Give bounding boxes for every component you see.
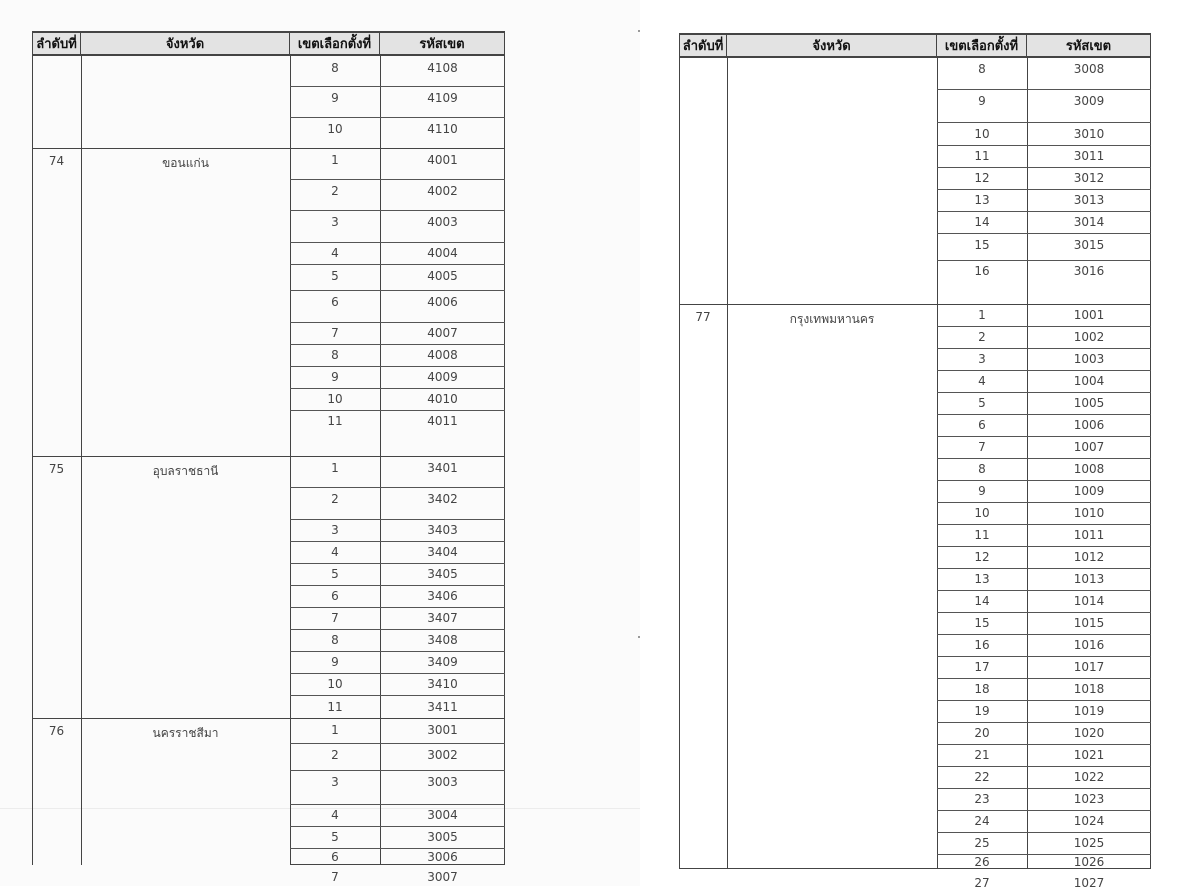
- order-number: 77: [695, 310, 711, 324]
- district-number: 10: [327, 122, 343, 136]
- scan-speck: [638, 636, 640, 638]
- district-code: 4001: [427, 153, 458, 167]
- district-number: 3: [978, 352, 986, 366]
- district-code: 3410: [427, 677, 458, 691]
- district-code: 4108: [427, 61, 458, 75]
- header-order: ลำดับที่: [679, 35, 727, 56]
- district-code: 3005: [427, 830, 458, 844]
- district-number: 10: [327, 677, 343, 691]
- table-bottom-rule: [679, 868, 1151, 869]
- district-code: 1001: [1073, 308, 1105, 322]
- header-order: ลำดับที่: [32, 33, 81, 54]
- district-code: 4010: [427, 392, 458, 406]
- district-code: 3401: [427, 461, 458, 475]
- district-code: 3404: [427, 545, 458, 559]
- district-number: 25: [974, 836, 990, 850]
- district-number: 26: [974, 854, 990, 869]
- district-code: 1015: [1073, 616, 1105, 630]
- district-code: 3409: [427, 655, 458, 669]
- district-number: 6: [331, 295, 339, 309]
- district-code: 3406: [427, 589, 458, 603]
- district-number: 5: [331, 269, 339, 283]
- district-number: 1: [978, 308, 986, 322]
- district-number: 13: [974, 193, 990, 207]
- table-header: [679, 33, 1151, 58]
- district-number: 2: [331, 492, 339, 506]
- district-code: 4011: [427, 414, 458, 428]
- district-number: 3: [331, 215, 339, 229]
- district-number: 8: [978, 462, 986, 476]
- district-code: 1009: [1073, 484, 1105, 498]
- district-number: 19: [974, 704, 990, 718]
- district-number: 10: [974, 126, 990, 141]
- district-code: 1003: [1073, 352, 1105, 366]
- district-code: 4006: [427, 295, 458, 309]
- district-number: 8: [978, 62, 986, 76]
- column-rule: [679, 58, 680, 869]
- right-district-table: [679, 33, 1151, 890]
- district-code: 3402: [427, 492, 458, 506]
- order-number: 76: [48, 724, 65, 738]
- district-number: 12: [974, 550, 990, 564]
- district-code: 1008: [1073, 462, 1105, 476]
- district-code: 1014: [1073, 594, 1105, 608]
- district-code: 4110: [427, 122, 458, 136]
- district-code: 3408: [427, 633, 458, 647]
- district-number: 12: [974, 171, 990, 185]
- column-rule: [32, 56, 33, 865]
- header-district: เขตเลือกตั้งที่: [937, 35, 1027, 56]
- district-number: 15: [974, 616, 990, 630]
- header-code: รหัสเขต: [380, 33, 505, 54]
- district-code: 3001: [427, 723, 458, 737]
- district-code: 3002: [427, 748, 458, 762]
- district-number: 11: [327, 414, 343, 428]
- district-number: 4: [331, 808, 339, 822]
- district-code: 4004: [427, 246, 458, 260]
- district-number: 4: [331, 246, 339, 260]
- district-number: 6: [331, 589, 339, 603]
- order-number: 75: [48, 462, 65, 476]
- district-code: 3008: [1073, 62, 1105, 76]
- district-code: 1026: [1073, 854, 1105, 869]
- district-number: 24: [974, 814, 990, 828]
- district-code: 1017: [1073, 660, 1105, 674]
- district-number: 1: [331, 153, 339, 167]
- district-code: 3011: [1073, 149, 1105, 163]
- district-number: 6: [978, 418, 986, 432]
- district-number: 16: [974, 638, 990, 652]
- district-code: 1005: [1073, 396, 1105, 410]
- district-code: 4109: [427, 91, 458, 105]
- district-code: 4005: [427, 269, 458, 283]
- district-number: 11: [327, 699, 343, 714]
- district-number: 9: [331, 655, 339, 669]
- district-number: 22: [974, 770, 990, 784]
- district-number: 18: [974, 682, 990, 696]
- district-number: 11: [974, 149, 990, 163]
- district-code: 1021: [1073, 748, 1105, 762]
- district-number: 5: [978, 396, 986, 410]
- district-code: 3407: [427, 611, 458, 625]
- district-number: 4: [978, 374, 986, 388]
- district-number: 6: [331, 849, 339, 864]
- left-district-table: [32, 31, 505, 884]
- district-number: 7: [331, 611, 339, 625]
- district-code: 1010: [1073, 506, 1105, 520]
- district-code: 1007: [1073, 440, 1105, 454]
- district-code: 3013: [1073, 193, 1105, 207]
- district-number: 9: [331, 370, 339, 384]
- district-number: 2: [978, 330, 986, 344]
- district-code: 4003: [427, 215, 458, 229]
- district-code: 3015: [1073, 238, 1105, 252]
- province-name: กรุงเทพมหานคร: [789, 312, 875, 326]
- district-number: 4: [331, 545, 339, 559]
- district-code: 3012: [1073, 171, 1105, 185]
- district-number: 10: [327, 392, 343, 406]
- district-number: 5: [331, 830, 339, 844]
- district-number: 8: [331, 633, 339, 647]
- district-code: 1006: [1073, 418, 1105, 432]
- district-number: 8: [331, 348, 339, 362]
- header-code: รหัสเขต: [1027, 35, 1151, 56]
- district-code: 1025: [1073, 836, 1105, 850]
- district-code: 3403: [427, 523, 458, 537]
- district-number: 2: [331, 748, 339, 762]
- header-province: จังหวัด: [81, 33, 290, 54]
- header-district: เขตเลือกตั้งที่: [290, 33, 380, 54]
- district-code: 1024: [1073, 814, 1105, 828]
- province-name: ขอนแก่น: [162, 156, 209, 170]
- district-number: 3: [331, 523, 339, 537]
- district-code: 4002: [427, 184, 458, 198]
- district-code: 3411: [427, 699, 458, 714]
- district-code: 1020: [1073, 726, 1105, 740]
- district-code: 4007: [427, 326, 458, 340]
- district-code: 3003: [427, 775, 458, 789]
- district-number: 9: [331, 91, 339, 105]
- district-number: 1: [331, 461, 339, 475]
- district-number: 21: [974, 748, 990, 762]
- district-code: 3010: [1073, 126, 1105, 141]
- district-code: 1027: [1073, 876, 1105, 890]
- district-code: 1022: [1073, 770, 1105, 784]
- district-code: 4009: [427, 370, 458, 384]
- district-code: 3405: [427, 567, 458, 581]
- district-number: 8: [331, 61, 339, 75]
- header-province: จังหวัด: [727, 35, 937, 56]
- district-number: 7: [331, 326, 339, 340]
- district-code: 1004: [1073, 374, 1105, 388]
- district-number: 16: [974, 264, 990, 278]
- district-code: 1012: [1073, 550, 1105, 564]
- district-code: 1018: [1073, 682, 1105, 696]
- district-number: 15: [974, 238, 990, 252]
- district-code: 3007: [427, 870, 458, 884]
- province-name: นครราชสีมา: [152, 726, 219, 740]
- district-code: 1016: [1073, 638, 1105, 652]
- district-number: 9: [978, 94, 986, 108]
- district-number: 7: [978, 440, 986, 454]
- district-code: 1019: [1073, 704, 1105, 718]
- district-number: 5: [331, 567, 339, 581]
- district-number: 2: [331, 184, 339, 198]
- table-bottom-rule: [290, 864, 505, 865]
- district-code: 1023: [1073, 792, 1105, 806]
- province-name: อุบลราชธานี: [152, 464, 219, 478]
- district-code: 1011: [1073, 528, 1105, 542]
- order-number: 74: [48, 154, 65, 168]
- table-header: [32, 31, 505, 56]
- district-code: 1013: [1073, 572, 1105, 586]
- district-code: 4008: [427, 348, 458, 362]
- district-number: 10: [974, 506, 990, 520]
- district-code: 1002: [1073, 330, 1105, 344]
- district-number: 14: [974, 215, 990, 229]
- district-number: 27: [974, 876, 990, 890]
- district-number: 17: [974, 660, 990, 674]
- scan-speck: [638, 30, 640, 32]
- district-number: 14: [974, 594, 990, 608]
- district-number: 9: [978, 484, 986, 498]
- district-code: 3004: [427, 808, 458, 822]
- district-number: 3: [331, 775, 339, 789]
- district-code: 3009: [1073, 94, 1105, 108]
- district-number: 1: [331, 723, 339, 737]
- column-rule: [727, 58, 728, 869]
- district-number: 23: [974, 792, 990, 806]
- district-number: 20: [974, 726, 990, 740]
- district-code: 3006: [427, 849, 458, 864]
- district-number: 11: [974, 528, 990, 542]
- district-code: 3016: [1073, 264, 1105, 278]
- district-number: 7: [331, 870, 339, 884]
- district-code: 3014: [1073, 215, 1105, 229]
- column-rule: [81, 56, 82, 865]
- district-number: 13: [974, 572, 990, 586]
